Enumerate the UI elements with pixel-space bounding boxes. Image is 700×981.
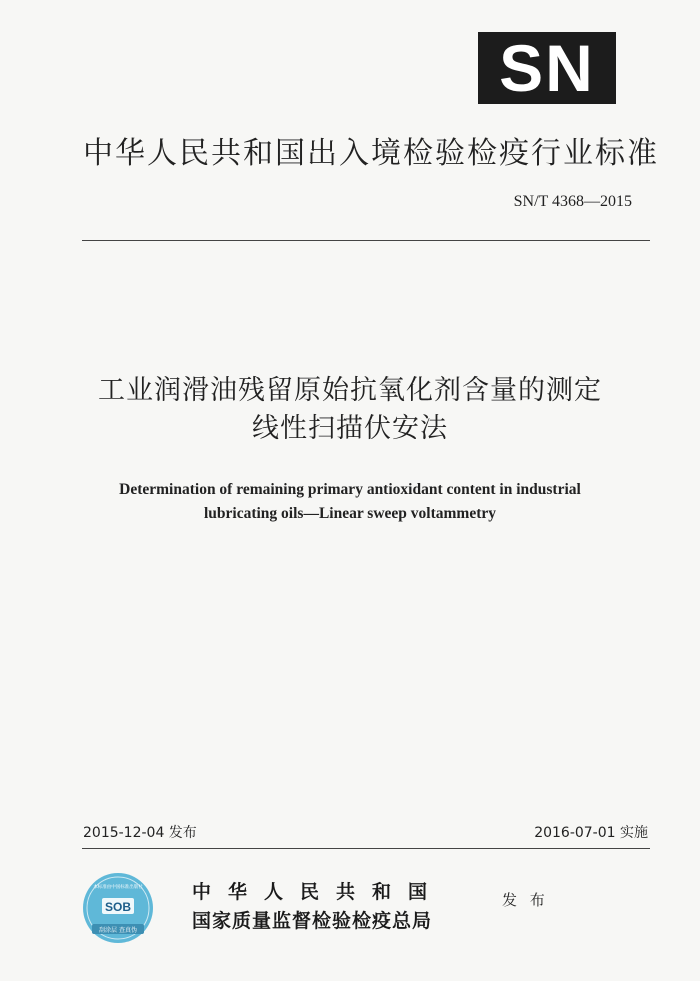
- svg-text:本标准由中国标准出版社: 本标准由中国标准出版社: [93, 885, 143, 890]
- issuer-line-1: 中华人民共和国: [192, 881, 445, 903]
- publish-label: 发 布: [502, 891, 549, 909]
- sn-logo: SN: [478, 32, 616, 104]
- issue-date: 2015-12-04 发布: [83, 825, 197, 841]
- title-english-line-2: lubricating oils—Linear sweep voltammetry: [203, 505, 497, 522]
- top-divider: [82, 240, 650, 241]
- org-title: 中华人民共和国出入境检验检疫行业标准: [83, 136, 659, 171]
- bottom-divider: [82, 848, 650, 849]
- svg-text:刮涂层 查真伪: 刮涂层 查真伪: [99, 927, 137, 934]
- title-chinese-line-1: 工业润滑油残留原始抗氧化剂含量的测定: [98, 375, 602, 406]
- title-english-line-1: Determination of remaining primary antioxidant content in industrial: [119, 481, 581, 498]
- standard-code: SN/T 4368—2015: [513, 193, 632, 210]
- title-english: [60, 478, 640, 526]
- title-chinese-line-2: 线性扫描伏安法: [252, 413, 448, 444]
- implementation-date: 2016-07-01 实施: [534, 825, 648, 841]
- svg-text:SOB: SOB: [104, 900, 132, 914]
- issuer-block: [192, 877, 444, 933]
- title-chinese: [60, 372, 640, 448]
- anti-counterfeit-seal-icon: [82, 872, 154, 944]
- issuer-line-2: 国家质量监督检验检疫总局: [192, 910, 433, 932]
